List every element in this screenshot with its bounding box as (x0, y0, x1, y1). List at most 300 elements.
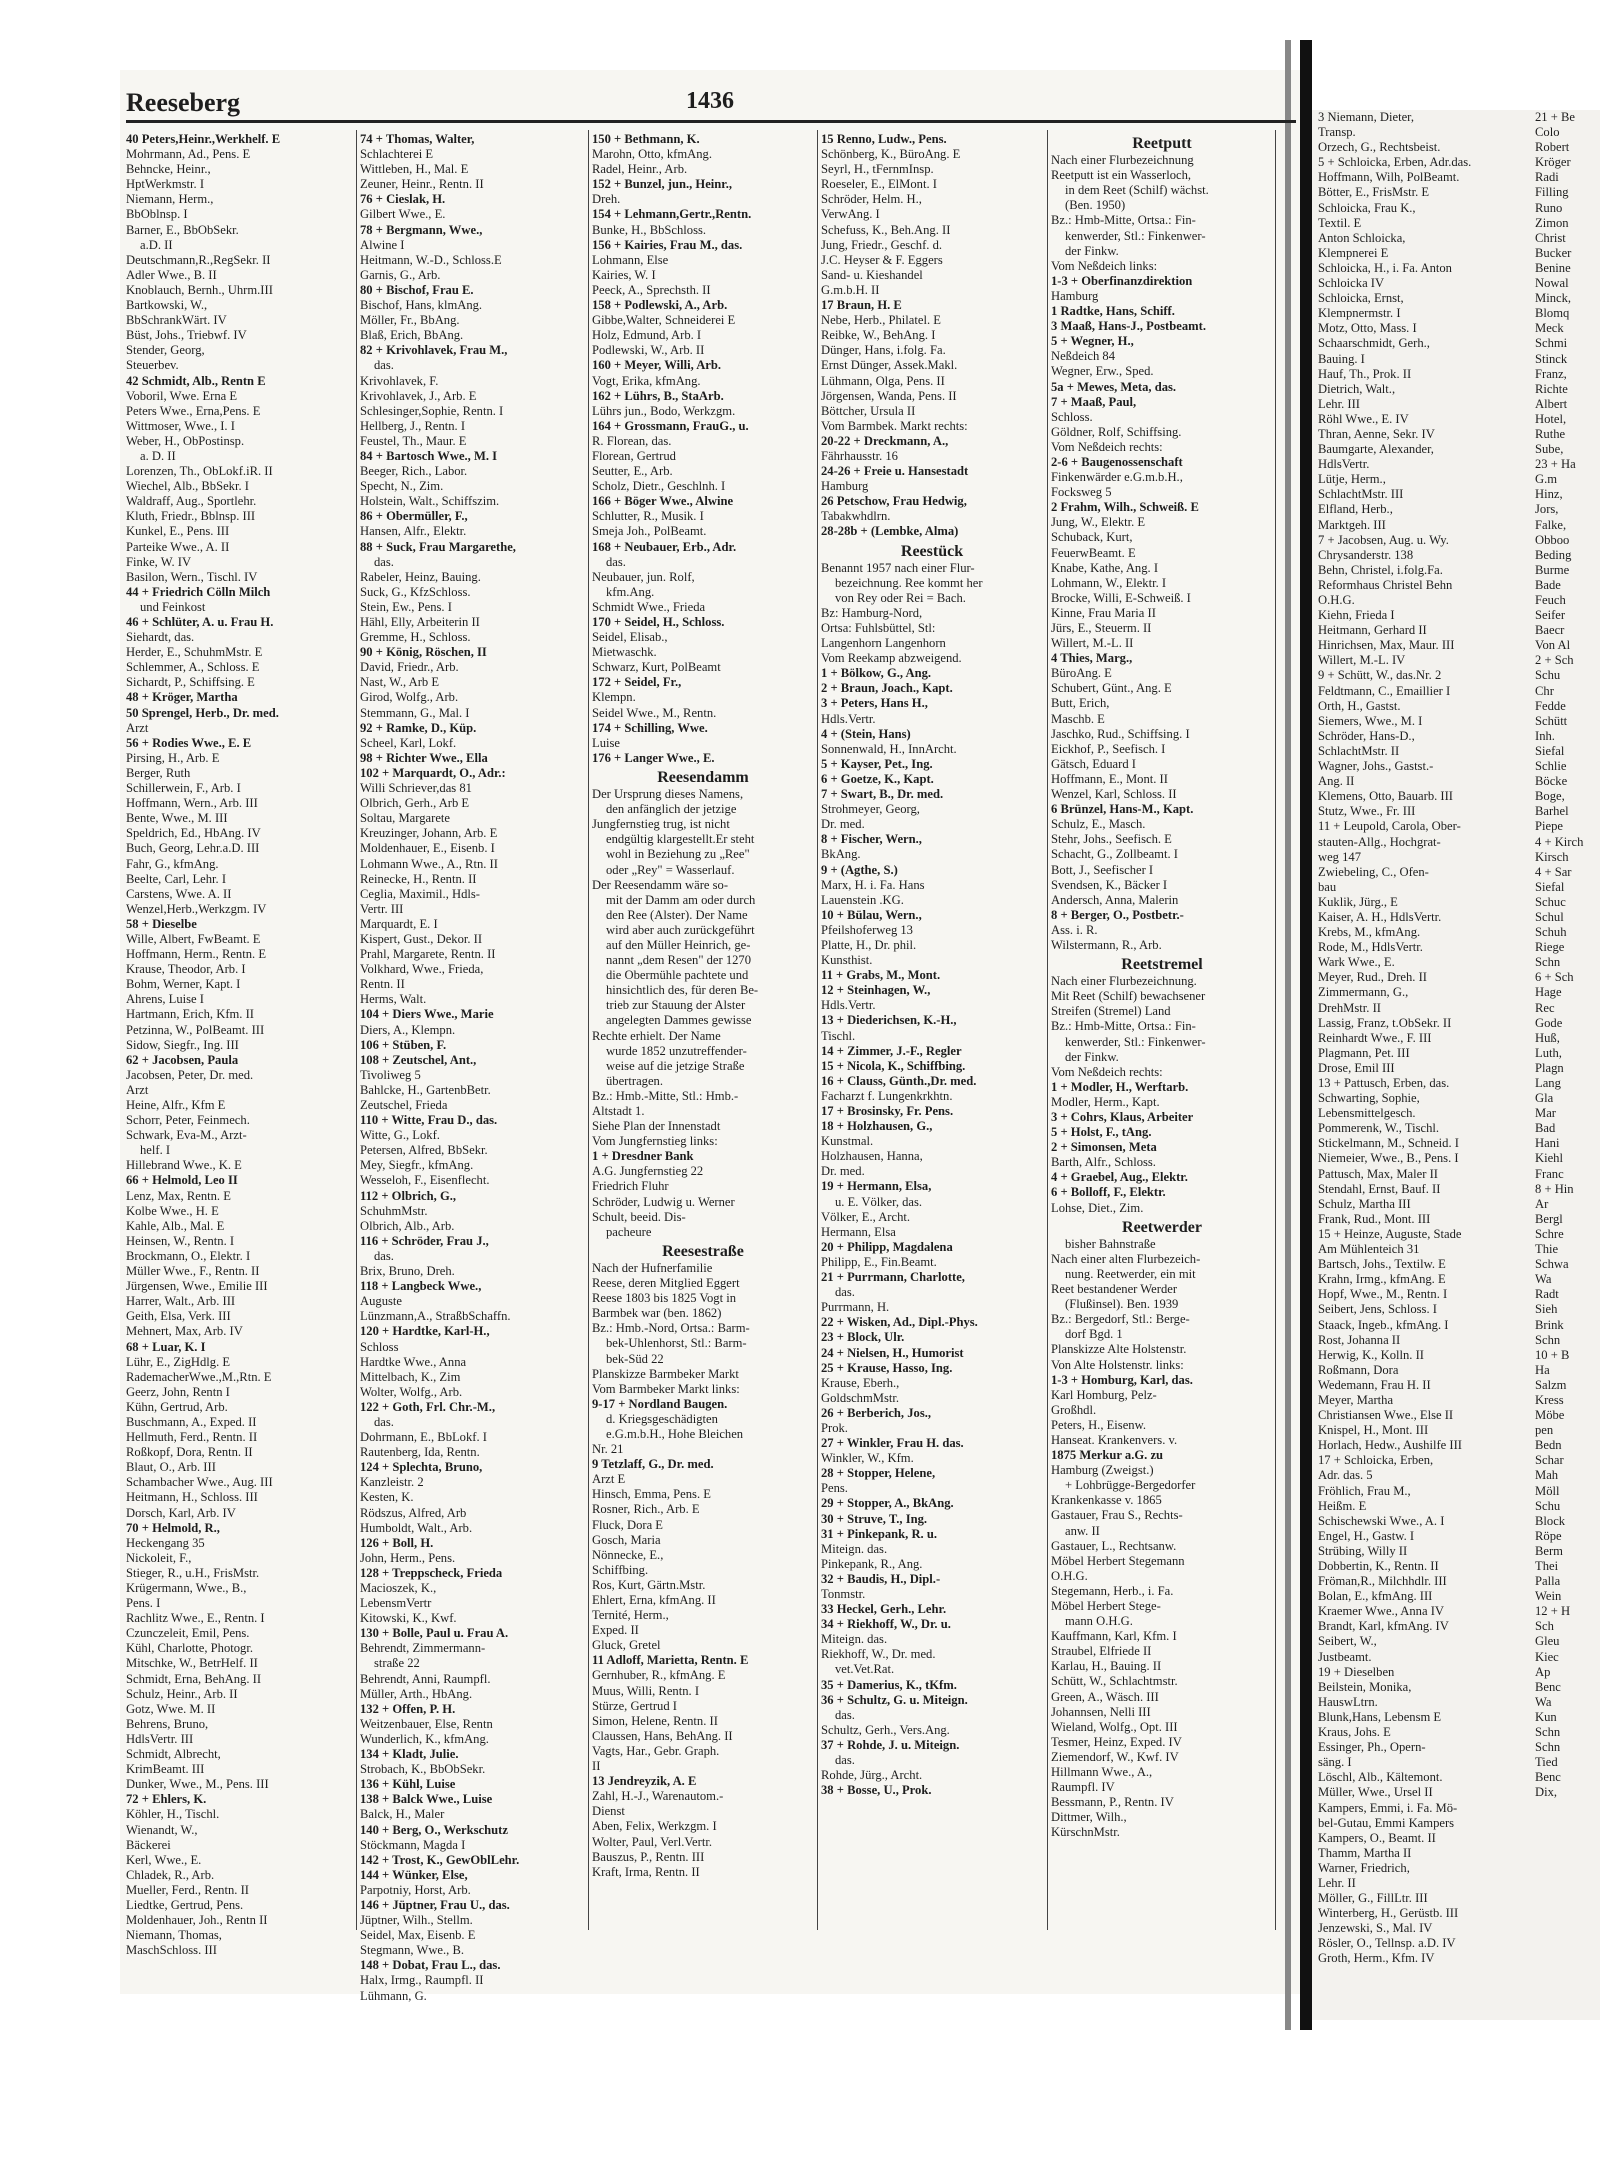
directory-entry: Vom Barmbek. Markt rechts: (821, 418, 968, 433)
directory-entry: Schult, beeid. Dis- (592, 1209, 686, 1224)
directory-entry: Hardtke Wwe., Anna (360, 1354, 467, 1369)
directory-entry: Lohmann, Else (592, 252, 669, 267)
directory-entry: Buschmann, A., Exped. II (126, 1414, 257, 1429)
directory-entry: Sonnenwald, H., InnArcht. (821, 741, 957, 756)
directory-entry: Schillerwein, F., Arb. I (126, 781, 241, 796)
directory-entry: 120 + Hardtke, Karl-H., (360, 1324, 490, 1339)
directory-entry: Hani (1535, 1136, 1560, 1151)
directory-entry: Kühn, Gertrud, Arb. (126, 1399, 228, 1414)
directory-entry: Winkler, W., Kfm. (821, 1451, 914, 1466)
directory-entry: Lang (1535, 1076, 1561, 1090)
directory-entry: Gremme, H., Schloss. (360, 630, 471, 645)
directory-entry: Blunk,Hans, Lebensm E (1318, 1709, 1442, 1724)
directory-entry: 11 + Leupold, Carola, Ober- (1318, 819, 1461, 834)
directory-entry: 9 + Schütt, W., das.Nr. 2 (1318, 668, 1442, 683)
directory-entry: 3 + Cohrs, Klaus, Arbeiter (1051, 1110, 1194, 1124)
directory-entry: Dittmer, Wilh., (1051, 1810, 1127, 1825)
directory-entry: Schütt, W., Schlachtmstr. (1051, 1674, 1178, 1689)
directory-entry: 174 + Schilling, Wwe. (592, 720, 708, 735)
directory-entry: 48 + Kröger, Martha (126, 690, 238, 705)
directory-entry: Kinne, Frau Maria II (1051, 605, 1156, 620)
directory-entry: Rechte erhielt. Der Name (592, 1028, 721, 1043)
directory-entry: 22 + Wisken, Ad., Dipl.-Phys. (821, 1315, 978, 1330)
directory-entry: 3 + Peters, Hans H., (821, 696, 928, 711)
directory-entry: Sieh (1535, 1302, 1558, 1317)
directory-entry: Rautenberg, Ida, Rentn. (360, 1445, 480, 1460)
directory-entry: 15 + Heinze, Auguste, Stade (1318, 1226, 1462, 1241)
directory-entry: 154 + Lehmann,Gertr.,Rentn. (592, 207, 752, 222)
directory-entry: 98 + Richter Wwe., Ella (360, 750, 488, 765)
directory-entry: Balck, H., Maler (360, 1807, 445, 1822)
directory-entry: Motz, Otto, Mass. I (1318, 321, 1417, 336)
directory-entry: straße 22 (374, 1656, 420, 1671)
directory-entry: 5 + Schloicka, Erben, Adr.das. (1318, 155, 1472, 170)
directory-entry: Nr. 21 (592, 1442, 624, 1457)
directory-entry: Claussen, Hans, BehAng. II (592, 1728, 733, 1743)
street-section-heading: Reestück (900, 542, 964, 560)
directory-entry: Bergl (1535, 1211, 1563, 1226)
directory-entry: Müller, Wwe., Ursel II (1318, 1785, 1433, 1800)
directory-entry: Jüptner, Wilh., Stellm. (360, 1913, 473, 1928)
directory-entry: + Lohbrügge-Bergedorfer (1065, 1478, 1196, 1493)
directory-entry: 136 + Kühl, Luise (360, 1777, 456, 1792)
directory-entry: Riekhoff, W., Dr. med. (821, 1647, 936, 1662)
street-section-heading: Reetwerder (1122, 1218, 1202, 1236)
directory-entry: Brocke, Willi, E-Schweiß. I (1051, 590, 1191, 605)
directory-entry: Franz, (1535, 366, 1567, 381)
directory-entry: Heine, Alfr., Kfm E (126, 1098, 226, 1112)
directory-entry: Bötter, E., FrisMstr. E (1318, 185, 1430, 200)
directory-entry: Hage (1535, 985, 1562, 1000)
directory-entry: Salzm (1535, 1377, 1567, 1392)
directory-entry: Stegmann, Wwe., B. (360, 1943, 465, 1958)
directory-entry: Stemmann, G., Mal. I (360, 705, 470, 720)
directory-entry: Kampers, O., Beamt. II (1318, 1830, 1436, 1845)
directory-entry: Schmidt, Albrecht, (126, 1747, 221, 1762)
directory-entry: Svendsen, K., Bäcker I (1051, 877, 1168, 892)
directory-entry: Zahl, H.-J., Warenautom.- (592, 1789, 724, 1804)
directory-entry: Engel, H., Gastw. I (1318, 1528, 1415, 1543)
directory-entry: Bz.: Hmb-Mitte, Ortsa.: Fin- (1051, 1019, 1196, 1034)
directory-entry: Auguste (360, 1294, 402, 1309)
directory-entry: Herms, Walt. (360, 992, 427, 1007)
directory-entry: Büst, Johs., Triebwf. IV (126, 328, 247, 343)
directory-entry: Schloss. (1051, 409, 1093, 424)
directory-entry: Jung, W., Elektr. E (1051, 515, 1146, 530)
directory-entry: 126 + Boll, H. (360, 1535, 434, 1550)
directory-entry: Wolter, Wolfg., Arb. (360, 1384, 463, 1399)
directory-entry: Von Al (1535, 638, 1571, 653)
directory-entry: J.C. Heyser & F. Eggers (821, 252, 943, 267)
directory-entry: G.m.b.H. II (821, 282, 880, 297)
directory-entry: Florean, Gertrud (592, 448, 676, 463)
directory-entry: Peeck, A., Sprechsth. II (592, 282, 711, 297)
directory-entry: 9-17 + Nordland Baugen. (592, 1396, 728, 1411)
directory-entry: Mittelbach, K., Zim (360, 1369, 461, 1384)
directory-entry: Johannsen, Nelli III (1051, 1704, 1151, 1719)
directory-entry: Wienandt, W., (126, 1822, 198, 1837)
directory-entry: Philipp, E., Fin.Beamt. (821, 1254, 937, 1269)
directory-entry: 16 + Clauss, Günth.,Dr. med. (821, 1073, 977, 1088)
directory-entry: Großhdl. (1051, 1402, 1097, 1417)
directory-entry: 15 Renno, Ludw., Pens. (821, 132, 947, 146)
directory-entry: Marx, H. i. Fa. Hans (821, 877, 925, 892)
directory-entry: Tied (1535, 1755, 1558, 1770)
directory-entry: 15 + Nicola, K., Schiffbing. (821, 1058, 966, 1073)
directory-entry: Bente, Wwe., M. III (126, 811, 228, 826)
directory-entry: Lünzmann,A., StraßbSchaffn. (360, 1309, 511, 1324)
directory-entry: Parteike Wwe., A. II (126, 539, 230, 554)
directory-entry: Feldtmann, C., Emaillier I (1318, 683, 1451, 698)
directory-entry: SchlachtMstr. III (1318, 487, 1404, 502)
directory-entry: 23 + Block, Ulr. (821, 1330, 905, 1345)
directory-entry: Schmidt, Erna, BehAng. II (126, 1671, 262, 1686)
directory-entry: Peters Wwe., Erna,Pens. E (126, 403, 261, 418)
directory-entry: Sichardt, P., Schiffsing. E (126, 675, 255, 690)
directory-entry: Obboo (1535, 532, 1570, 547)
directory-entry: Stegemann, Herb., i. Fa. (1051, 1583, 1174, 1598)
directory-entry: Schwa (1535, 1257, 1569, 1272)
directory-entry: RademacherWwe.,M.,Rtn. E (126, 1369, 272, 1384)
directory-entry: Blaß, Erich, BbAng. (360, 328, 464, 343)
directory-entry: Kraus, Johs. E (1318, 1725, 1391, 1740)
directory-entry: der Finkw. (1065, 1049, 1119, 1064)
directory-entry: Röhl Wwe., E. IV (1318, 411, 1409, 426)
directory-entry: Ternité, Herm., (592, 1608, 669, 1623)
directory-entry: Luise (592, 735, 620, 750)
directory-entry: Mueller, Ferd., Rentn. II (126, 1882, 249, 1897)
directory-entry: 168 + Neubauer, Erb., Adr. (592, 539, 737, 554)
directory-entry: vet.Vet.Rat. (835, 1662, 895, 1677)
directory-entry: Textil. E (1318, 215, 1362, 230)
directory-entry: Wagner, Johs., Gastst.- (1318, 759, 1434, 774)
directory-entry: Tivoliweg 5 (360, 1067, 421, 1082)
directory-entry: Mohrmann, Ad., Pens. E (126, 147, 251, 162)
directory-entry: 160 + Meyer, Willi, Arb. (592, 358, 722, 373)
directory-entry: Krause, Eberh., (821, 1375, 900, 1390)
directory-entry: Robert (1535, 140, 1570, 155)
directory-entry: Rabeler, Heinz, Bauing. (360, 569, 481, 584)
directory-entry: Hellberg, J., Rentn. I (360, 418, 466, 433)
directory-entry: (Flußinsel). Ben. 1939 (1065, 1297, 1179, 1312)
directory-entry: HdlsVertr. (1318, 457, 1370, 472)
street-heading: Reeseberg (126, 88, 241, 117)
directory-entry: von Rey oder Rei = Bach. (835, 590, 966, 605)
directory-entry: Bedn (1535, 1438, 1562, 1453)
directory-entry: Stieger, R., u.H., FrisMstr. (126, 1565, 260, 1580)
directory-entry: Dreh. (592, 192, 621, 207)
directory-entry: Wittmoser, Wwe., I. I (126, 418, 235, 433)
directory-entry: Kühl, Charlotte, Photogr. (126, 1641, 253, 1656)
directory-entry: Falke, (1535, 517, 1567, 532)
directory-entry: nung. Reetwerder, ein mit (1065, 1266, 1196, 1281)
directory-entry: Horlach, Hedw., Aushilfe III (1318, 1438, 1462, 1453)
directory-entry: Karl Homburg, Pelz- (1051, 1387, 1157, 1402)
directory-entry: 62 + Jacobsen, Paula (126, 1052, 239, 1067)
directory-entry: Möll (1535, 1483, 1560, 1498)
directory-entry: Krankenkasse v. 1865 (1051, 1493, 1162, 1508)
directory-entry: Radt (1535, 1287, 1559, 1302)
directory-entry: Thran, Aenne, Sekr. IV (1318, 426, 1435, 441)
directory-entry: Behrens, Bruno, (126, 1716, 209, 1731)
directory-entry: Vom Neßdeich links: (1051, 258, 1158, 273)
directory-entry: Finke, W. IV (126, 554, 192, 569)
directory-entry: 13 + Diederichsen, K.-H., (821, 1013, 957, 1028)
directory-entry: Hamburg (Zweigst.) (1051, 1463, 1154, 1478)
directory-entry: Mietwaschk. (592, 645, 657, 660)
directory-entry: Nast, W., Arb E (360, 675, 440, 690)
directory-entry: mann O.H.G. (1065, 1614, 1133, 1629)
directory-entry: Ang. II (1318, 774, 1355, 789)
directory-entry: Burme (1535, 562, 1570, 577)
directory-entry: das. (374, 358, 394, 373)
directory-entry: 80 + Bischof, Frau E. (360, 282, 474, 297)
directory-entry: 25 + Krause, Hasso, Ing. (821, 1360, 953, 1375)
directory-entry: Seifer (1535, 608, 1566, 623)
directory-entry: Behrendt, Zimmermann- (360, 1641, 486, 1656)
directory-entry: Moldenhauer, E., Eisenb. I (360, 841, 495, 856)
directory-entry: Röpe (1535, 1528, 1562, 1543)
directory-entry: Herwig, K., Kolln. II (1318, 1347, 1424, 1362)
directory-entry: Ruthe (1535, 426, 1566, 441)
directory-entry: Muus, Willi, Rentn. I (592, 1683, 700, 1698)
directory-entry: Schul (1535, 909, 1564, 924)
directory-entry: Inh. (1535, 728, 1555, 743)
directory-entry: Kesten, K. (360, 1490, 414, 1505)
directory-entry: bisher Bahnstraße (1065, 1236, 1156, 1251)
directory-entry: Barmbek war (ben. 1862) (592, 1306, 722, 1321)
directory-entry: 27 + Winkler, Frau H. das. (821, 1436, 964, 1451)
directory-entry: KürschnMstr. (1051, 1825, 1120, 1840)
directory-entry: Willert, M.-L. II (1051, 636, 1134, 651)
directory-entry: Kraft, Irma, Rentn. II (592, 1864, 700, 1879)
directory-entry: Tonmstr. (821, 1587, 866, 1601)
directory-entry: das. (835, 1285, 855, 1300)
directory-entry: Schischewski Wwe., A. I (1318, 1513, 1445, 1528)
directory-entry: Prahl, Margarete, Rentn. II (360, 947, 496, 962)
directory-entry: Köhler, H., Tischl. (126, 1807, 220, 1822)
directory-entry: Ernst Dünger, Assek.Makl. (821, 358, 958, 373)
page-number: 1436 (686, 88, 734, 114)
directory-entry: Altstadt 1. (592, 1104, 645, 1118)
directory-entry: 148 + Dobat, Frau L., das. (360, 1958, 501, 1973)
directory-entry: Schuback, Kurt, (1051, 530, 1133, 545)
directory-entry: Karlau, H., Bauing. II (1051, 1659, 1162, 1674)
directory-entry: Krivohlavek, F. (360, 373, 439, 388)
directory-entry: 4 Thies, Marg., (1051, 651, 1133, 666)
header-rule (126, 120, 1296, 123)
directory-entry: Schacht, G., Zollbeamt. I (1051, 847, 1178, 862)
directory-entry: 19 + Dieselben (1318, 1664, 1395, 1679)
directory-entry: weg 147 (1318, 849, 1362, 864)
directory-entry: Krügermann, Wwe., B., (126, 1581, 247, 1595)
directory-entry: 176 + Langer Wwe., E. (592, 750, 715, 765)
directory-entry: Pirsing, H., Arb. E (126, 750, 220, 765)
directory-entry: Marquardt, E. I (360, 916, 438, 931)
directory-entry: Rödszus, Alfred, Arb (360, 1505, 467, 1520)
directory-entry: Sube, (1535, 442, 1564, 457)
directory-entry: Siefal (1535, 743, 1565, 758)
directory-entry: Raumpfl. IV (1051, 1780, 1115, 1795)
directory-entry: 72 + Ehlers, K. (126, 1792, 207, 1807)
directory-entry: 172 + Seidel, Fr., (592, 675, 682, 690)
directory-entry: Niemann, Thomas, (126, 1928, 222, 1943)
directory-entry: Bäckerei (126, 1837, 171, 1852)
directory-entry: Jaschko, Rud., Schiffsing. I (1051, 726, 1190, 741)
directory-entry: Gla (1535, 1091, 1554, 1106)
directory-entry: David, Friedr., Arb. (360, 660, 459, 675)
directory-entry: Bahlcke, H., GartenbBetr. (360, 1082, 491, 1097)
directory-entry: Hansen, Alfr., Elektr. (360, 524, 467, 539)
directory-entry: Hotel, (1535, 411, 1567, 426)
directory-entry: Holstein, Walt., Schiffszim. (360, 494, 500, 509)
directory-entry: Stickelmann, M., Schneid. I (1318, 1136, 1459, 1151)
directory-entry: Schwark, Eva-M., Arzt- (126, 1128, 247, 1143)
directory-entry: Dienst (592, 1804, 625, 1819)
directory-entry: Göldner, Rolf, Schiffsing. (1051, 424, 1182, 439)
directory-entry: Pens. I (126, 1596, 161, 1611)
directory-entry: 4 + Graebel, Aug., Elektr. (1051, 1170, 1188, 1185)
directory-entry: Schuh (1535, 925, 1567, 940)
directory-entry: 90 + König, Röschen, II (360, 645, 487, 660)
page-gutter-shadow (1285, 40, 1291, 2030)
directory-entry: 44 + Friedrich Cölln Milch (126, 584, 271, 599)
directory-entry: Gode (1535, 1015, 1563, 1030)
directory-entry: Wieland, Wolfg., Opt. III (1051, 1719, 1178, 1734)
directory-entry: Dorsch, Karl, Arb. IV (126, 1505, 236, 1520)
directory-entry: 112 + Olbrich, G., (360, 1188, 457, 1203)
directory-entry: Nebe, Herb., Philatel. E (821, 313, 941, 328)
directory-entry: Nach einer Flurbezeichnung (1051, 153, 1194, 168)
directory-entry: Wunderlich, K., kfmAng. (360, 1731, 489, 1746)
directory-entry: Essinger, Ph., Opern- (1318, 1740, 1426, 1755)
directory-entry: Dohrmann, E., BbLokf. I (360, 1430, 487, 1445)
directory-entry: II (592, 1759, 601, 1774)
directory-entry: Kress (1535, 1392, 1564, 1407)
directory-entry: e.G.m.b.H., Hohe Bleichen (606, 1426, 744, 1441)
directory-entry: 110 + Witte, Frau D., das. (360, 1113, 498, 1128)
directory-entry: Alwine I (360, 237, 405, 252)
directory-entry: Gibbe,Walter, Schneiderei E (592, 313, 736, 328)
directory-entry: 1875 Merkur a.G. zu (1051, 1448, 1164, 1463)
directory-entry: Herder, E., SchuhmMstr. E (126, 645, 263, 660)
directory-entry: Wille, Albert, FwBeamt. E (126, 931, 261, 946)
directory-entry: Bz: Hamburg-Nord, (821, 605, 923, 620)
directory-entry: Rost, Johanna II (1318, 1332, 1401, 1347)
directory-entry: 20 + Philipp, Magdalena (821, 1239, 953, 1254)
directory-entry: Schiffbing. (592, 1562, 649, 1577)
directory-entry: Witte, G., Lokf. (360, 1128, 440, 1143)
directory-entry: GoldschmMstr. (821, 1390, 900, 1405)
directory-entry: Schuc (1535, 894, 1566, 909)
directory-entry: Schmidt Wwe., Frieda (592, 599, 706, 614)
directory-entry: Lühmann, G. (360, 1988, 427, 2003)
directory-entry: Lassig, Franz, t.ObSekr. II (1318, 1015, 1452, 1030)
directory-entry: Zimon (1535, 215, 1569, 230)
directory-entry: Zeutschel, Frieda (360, 1098, 448, 1112)
directory-entry: Hähl, Elly, Arbeiterin II (360, 615, 480, 629)
directory-entry: Schlie (1535, 759, 1567, 774)
directory-entry: 10 + Bülau, Wern., (821, 907, 922, 922)
directory-entry: Blomq (1535, 306, 1570, 321)
directory-entry: 2-6 + Baugenossenschaft (1051, 454, 1183, 469)
directory-entry: Runo (1535, 200, 1563, 215)
directory-entry: Heckengang 35 (126, 1535, 205, 1550)
directory-entry: 1 + Dresdner Bank (592, 1149, 694, 1164)
directory-entry: Simon, Helene, Rentn. II (592, 1713, 718, 1728)
directory-entry: Fedde (1535, 698, 1566, 713)
directory-entry: Bauing. I (1318, 351, 1365, 366)
directory-entry: Behn, Christel, i.folg.Fa. (1318, 562, 1443, 577)
directory-entry: Jenzewski, S., Mal. IV (1318, 1921, 1433, 1936)
directory-entry: Knabe, Kathe, Ang. I (1051, 560, 1159, 575)
directory-entry: Willert, M.-L. IV (1318, 653, 1406, 668)
directory-entry: Vogt, Erika, kfmAng. (592, 373, 701, 388)
directory-entry: Geerz, John, Rentn I (126, 1384, 230, 1399)
directory-entry: Strohmeyer, Georg, (821, 802, 920, 817)
directory-entry: Stöckmann, Magda I (360, 1837, 466, 1852)
directory-entry: Girod, Wolfg., Arb. (360, 690, 459, 705)
directory-entry: Reese, deren Mitglied Eggert (592, 1276, 740, 1291)
directory-entry: Franc (1535, 1166, 1564, 1181)
directory-entry: Schambacher Wwe., Aug. III (126, 1475, 273, 1490)
directory-entry: Suck, G., KfzSchloss. (360, 584, 471, 599)
directory-entry: Ass. i. R. (1051, 922, 1098, 937)
directory-entry: 7 + Maaß, Paul, (1051, 394, 1137, 409)
directory-entry: Lührs jun., Bodo, Werkzgm. (592, 403, 736, 418)
directory-entry: Seyrl, H., tFernmInsp. (821, 162, 934, 177)
directory-entry: helf. I (140, 1143, 171, 1158)
directory-entry: Ziemendorf, W., Kwf. IV (1051, 1749, 1179, 1764)
directory-entry: 58 + Dieselbe (126, 916, 197, 931)
directory-entry: Ha (1535, 1362, 1550, 1377)
directory-entry: 21 + Be (1535, 110, 1575, 124)
directory-entry: Böttcher, Ursula II (821, 403, 916, 418)
directory-entry: den anfänglich der jetzige (606, 802, 737, 817)
directory-entry: Wa (1535, 1272, 1552, 1287)
directory-entry: Hauf, Th., Prok. II (1318, 366, 1412, 381)
directory-entry: bek-Süd 22 (606, 1351, 664, 1366)
directory-entry: Schröder, Hans-D., (1318, 728, 1415, 743)
directory-entry: Gotz, Wwe. M. II (126, 1701, 216, 1716)
directory-entry: Wiechel, Alb., BbSekr. I (126, 479, 249, 494)
directory-entry: Purrmann, H. (821, 1300, 890, 1315)
directory-entry: Gluck, Gretel (592, 1638, 661, 1653)
directory-entry: 166 + Böger Wwe., Alwine (592, 494, 734, 509)
directory-entry: 13 Jendreyzik, A. E (592, 1774, 697, 1789)
directory-entry: Exped. II (592, 1623, 639, 1638)
directory-entry: Planskizze Alte Holstenstr. (1051, 1342, 1187, 1357)
directory-entry: Schu (1535, 668, 1561, 683)
directory-entry: Schloicka, H., i. Fa. Anton (1318, 260, 1452, 275)
directory-entry: Anton Schloicka, (1318, 230, 1406, 245)
directory-entry: Finkenwärder e.G.m.b.H., (1051, 470, 1183, 485)
directory-entry: Böcke (1535, 774, 1568, 789)
directory-entry: bek-Uhlenhorst, Stl.: Barm- (606, 1336, 747, 1351)
directory-entry: Waldraff, Aug., Sportlehr. (126, 494, 257, 509)
directory-entry: Olbrich, Alb., Arb. (360, 1218, 455, 1233)
directory-entry: Seutter, E., Arb. (592, 464, 673, 479)
directory-entry: Wenzel, Karl, Schloss. II (1051, 787, 1177, 802)
directory-entry: Heitmann, W.-D., Schloss.E (360, 252, 502, 267)
directory-entry: Kairies, W. I (592, 267, 656, 282)
directory-entry: Der Ursprung dieses Namens, (592, 787, 744, 802)
directory-entry: Minck, (1535, 291, 1572, 306)
directory-entry: Feuch (1535, 593, 1566, 607)
directory-entry: Kolbe Wwe., H. E (126, 1203, 219, 1218)
directory-entry: Niemann, Herm., (126, 192, 214, 207)
directory-entry: Riege (1535, 940, 1565, 955)
